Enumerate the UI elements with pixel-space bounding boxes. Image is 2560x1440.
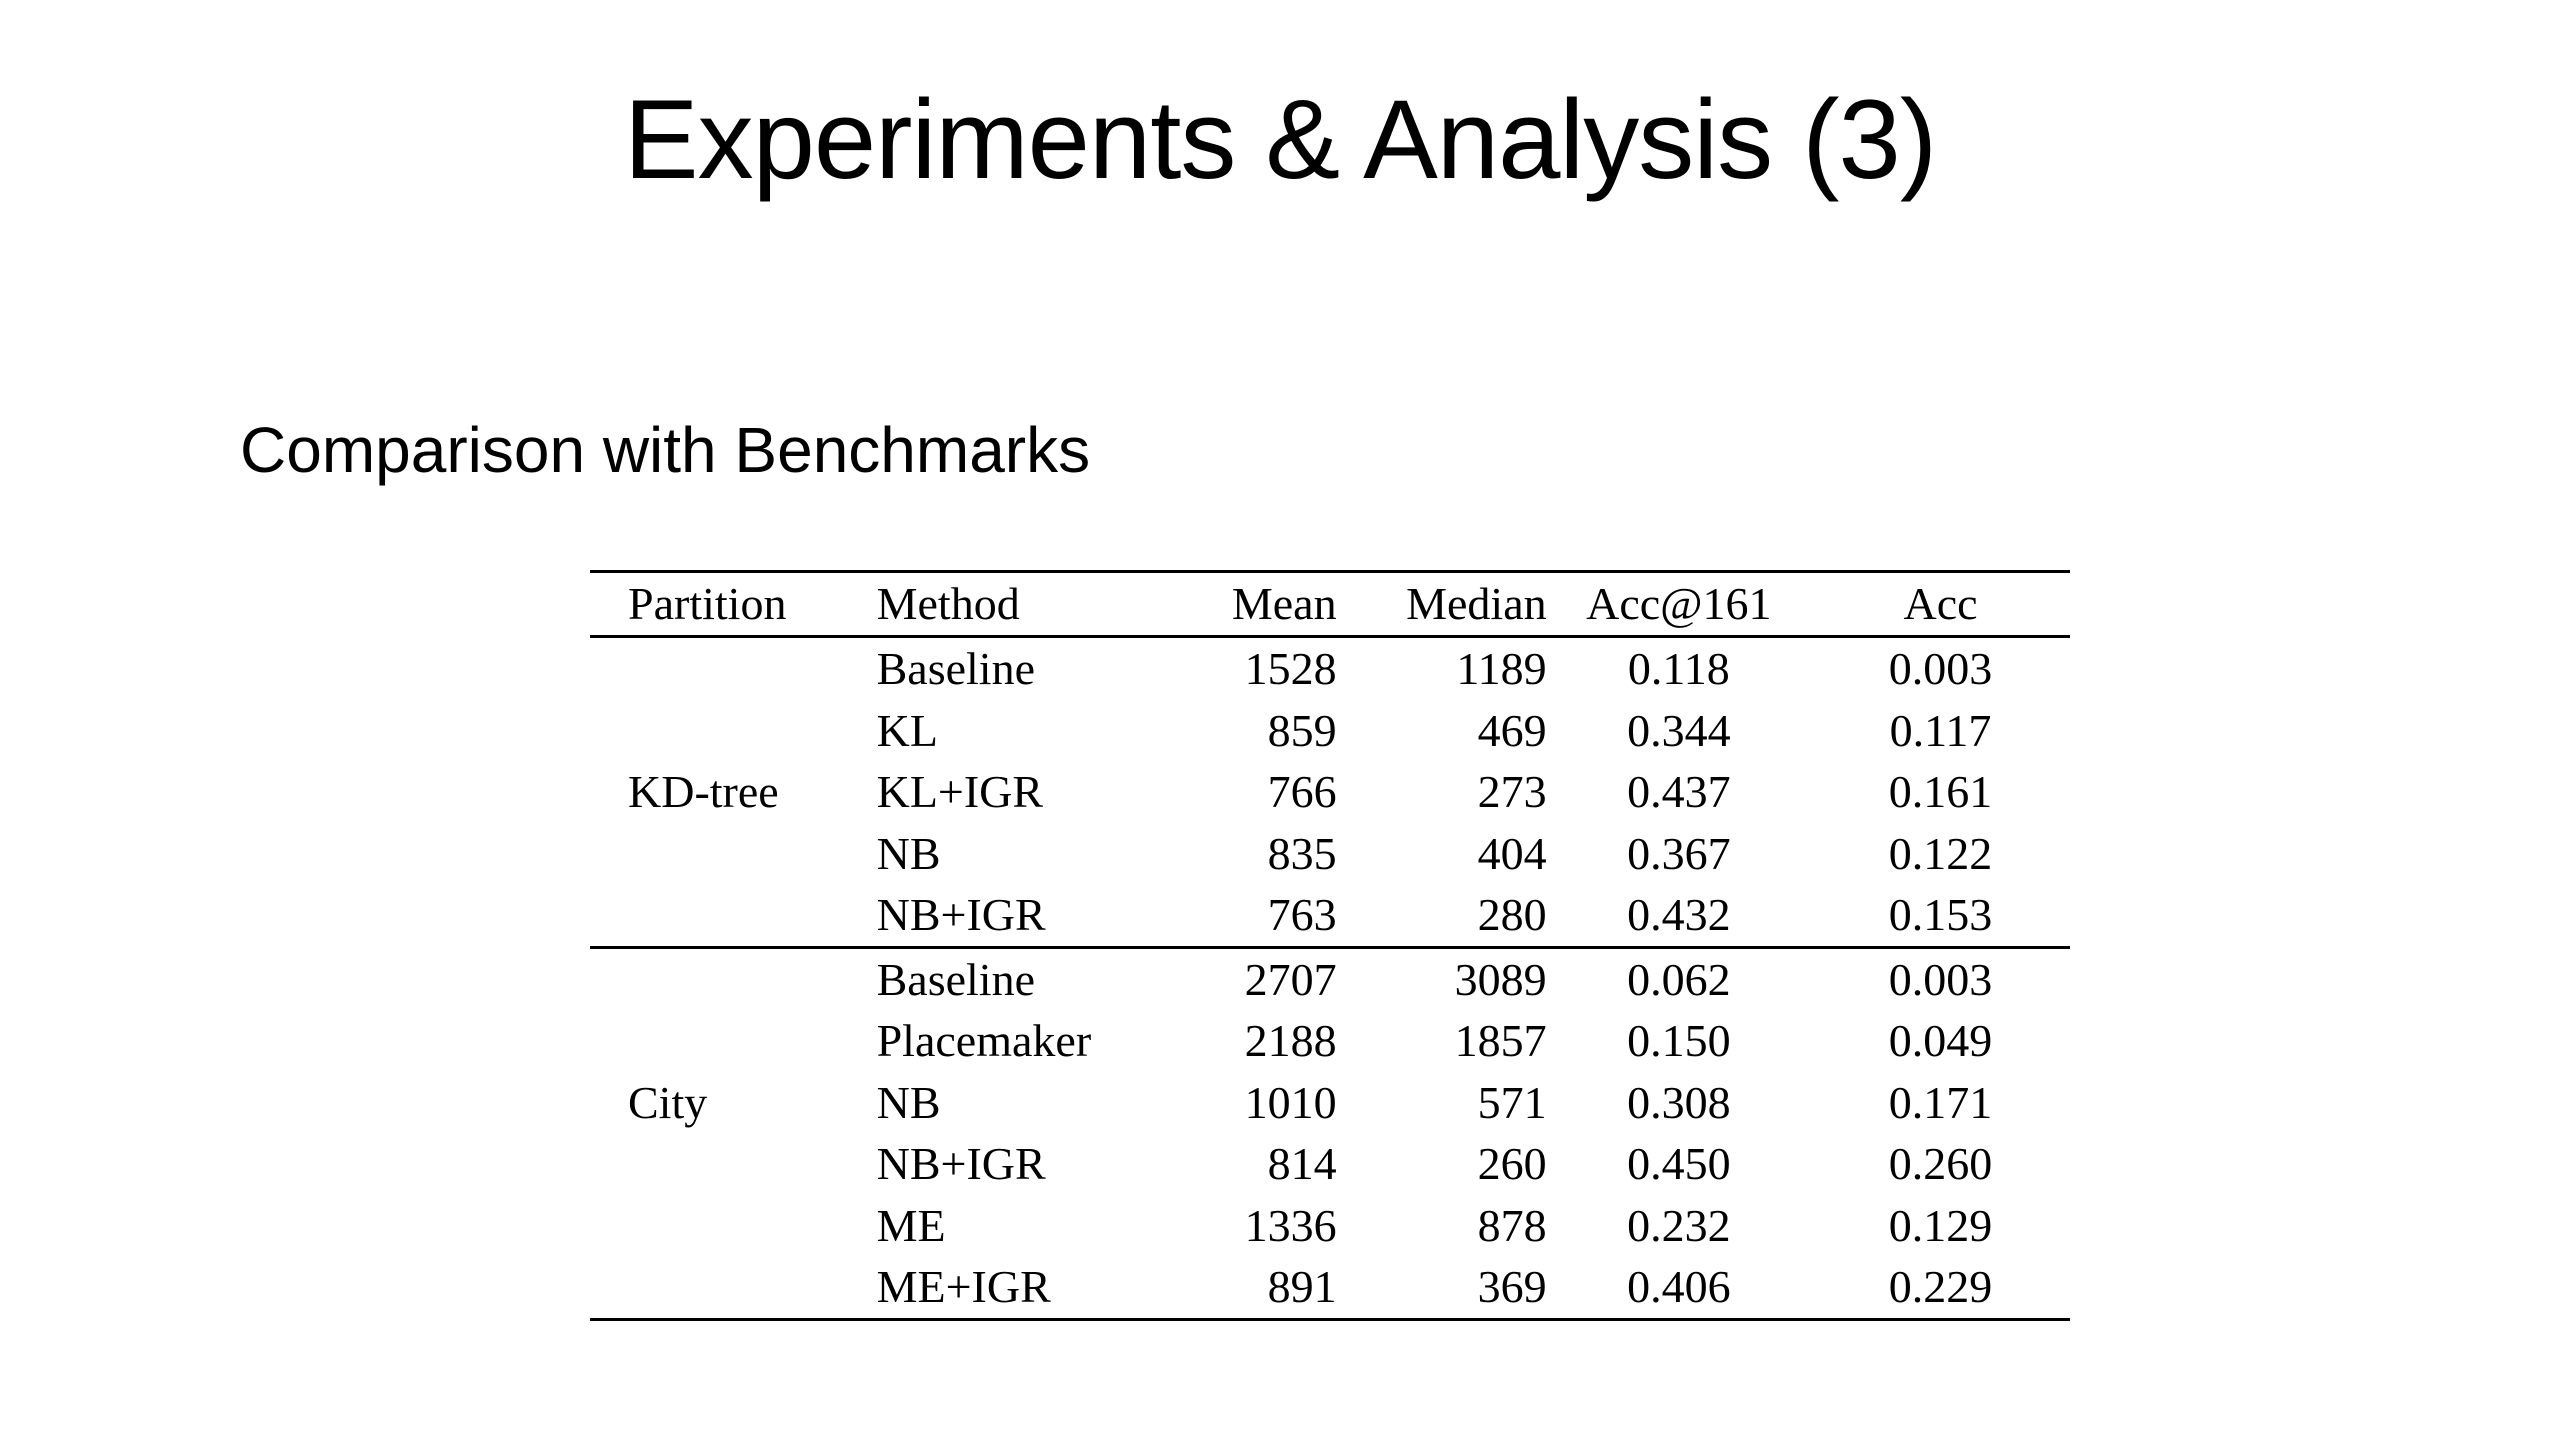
cell-acc161: 0.432: [1627, 889, 1731, 940]
cell-median: 3089: [1337, 947, 1547, 1010]
cell-partition: [590, 637, 877, 700]
cell-method: KL: [876, 704, 938, 756]
cell-acc: 0.129: [1888, 1199, 1993, 1251]
table-header-row: [590, 572, 2070, 637]
cell-acc161: 0.450: [1627, 1138, 1731, 1189]
cell-mean: 2707: [1180, 947, 1336, 1010]
cell-acc161: 0.150: [1627, 1015, 1731, 1066]
cell-acc: 0.161: [1888, 766, 1993, 817]
table-row: [590, 1072, 2070, 1134]
cell-acc161: 0.437: [1627, 766, 1731, 817]
cell-mean: 1336: [1244, 1199, 1337, 1251]
cell-mean: 766: [1267, 766, 1337, 817]
cell-partition: [590, 884, 877, 947]
cell-acc: 0.153: [1888, 889, 1993, 940]
header-mean: Mean: [1231, 578, 1337, 630]
cell-method: NB: [876, 1076, 941, 1128]
table-row: [590, 947, 2070, 1010]
cell-mean: 859: [1267, 704, 1337, 756]
header-acc: Acc: [1903, 578, 1978, 630]
cell-partition: [590, 700, 877, 762]
table-row: [590, 1010, 2070, 1072]
cell-partition: [590, 1133, 877, 1195]
cell-method: Baseline: [877, 947, 1181, 1010]
slide-title: Experiments & Analysis (3): [623, 77, 1937, 202]
cell-median: 878: [1477, 1199, 1547, 1251]
cell-method: Placemaker: [876, 1015, 1092, 1066]
cell-acc: 0.171: [1888, 1076, 1993, 1128]
header-partition: Partition: [628, 578, 787, 630]
cell-median: 280: [1477, 889, 1547, 940]
cell-partition: [590, 823, 877, 885]
table-row: [590, 700, 2070, 762]
cell-acc161: 0.367: [1627, 827, 1731, 879]
cell-median: 571: [1477, 1076, 1547, 1128]
table-row: [590, 637, 2070, 700]
cell-acc: 0.260: [1888, 1138, 1993, 1189]
cell-mean: 835: [1267, 827, 1337, 879]
cell-median: 404: [1477, 827, 1547, 879]
cell-acc161: 0.308: [1627, 1076, 1731, 1128]
table-row: [590, 761, 2070, 823]
benchmark-table: [590, 570, 2070, 1321]
cell-acc: 0.122: [1888, 827, 1993, 879]
slide-subtitle: Comparison with Benchmarks: [240, 414, 1091, 486]
group-city: [590, 947, 2070, 1319]
cell-acc161: 0.118: [1627, 643, 1730, 694]
table-row: [590, 1195, 2070, 1257]
cell-method: ME+IGR: [877, 1256, 1181, 1319]
cell-method: NB+IGR: [876, 889, 1046, 940]
cell-method: ME: [876, 1199, 946, 1251]
cell-acc: 0.049: [1888, 1015, 1993, 1066]
cell-partition: KD-tree: [628, 766, 779, 817]
cell-acc161: 0.344: [1627, 704, 1731, 756]
cell-method: KL+IGR: [876, 766, 1044, 817]
cell-median: 273: [1477, 766, 1547, 817]
cell-partition: [590, 947, 877, 1010]
cell-method: Baseline: [876, 643, 1035, 694]
cell-acc: 0.229: [1811, 1256, 2070, 1319]
cell-method: NB+IGR: [876, 1138, 1046, 1189]
cell-median: 1857: [1454, 1015, 1547, 1066]
cell-mean: 763: [1267, 889, 1337, 940]
cell-method: NB: [876, 827, 941, 879]
header-acc161: Acc@161: [1586, 578, 1772, 630]
cell-acc161: 0.232: [1627, 1199, 1731, 1251]
cell-partition: [590, 1010, 877, 1072]
cell-mean: 1528: [1244, 643, 1337, 694]
cell-acc: 0.003: [1811, 947, 2070, 1010]
cell-median: 369: [1337, 1256, 1547, 1319]
cell-partition: City: [628, 1076, 708, 1128]
cell-mean: 891: [1180, 1256, 1336, 1319]
group-kd-tree: [590, 637, 2070, 948]
cell-partition: [590, 1195, 877, 1257]
cell-median: 260: [1477, 1138, 1547, 1189]
cell-acc161: 0.062: [1547, 947, 1811, 1010]
cell-mean: 2188: [1244, 1015, 1337, 1066]
table-row: [590, 1133, 2070, 1195]
header-method: Method: [876, 578, 1020, 630]
cell-mean: 1010: [1244, 1076, 1337, 1128]
cell-median: 469: [1477, 704, 1547, 756]
cell-acc: 0.117: [1889, 704, 1992, 756]
cell-acc: 0.003: [1888, 643, 1993, 694]
table-row: [590, 884, 2070, 947]
cell-acc161: 0.406: [1547, 1256, 1811, 1319]
cell-partition: [590, 1256, 877, 1319]
cell-mean: 814: [1267, 1138, 1337, 1189]
cell-median: 1189: [1456, 643, 1547, 694]
header-median: Median: [1406, 578, 1547, 630]
table-row: [590, 823, 2070, 885]
table-row: [590, 1256, 2070, 1319]
